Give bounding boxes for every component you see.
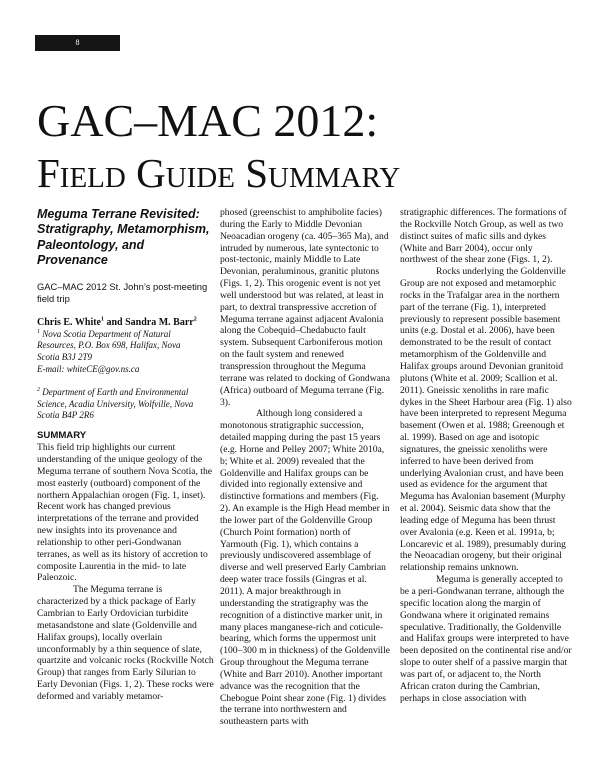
affiliation-2-line2: Science, Acadia University, Wolfville, Nova [37, 398, 194, 409]
summary-heading: SUMMARY [37, 430, 87, 442]
summary-paragraph-2: The Meguma terrane is characterized by a thick package of Early Cambrian to Early Ordovician turbidite metasandstone and slate (Goldenville and Halifax groups), locally overlain unconformably by a thin sequence of slate, quartzite and volcanic rocks (Rockville Notch Group) that ranges from Early Silurian to Early Devonian (Figs. 1, 2). These rocks were deformed and variably metamor- [37, 584, 214, 702]
page-title-line1: GAC–MAC 2012: [37, 95, 379, 146]
page-title-line2: Field Guide Summary [37, 150, 401, 196]
column-2-paragraph-2: Although long considered a monotonous stratigraphic succession, detailed mapping during the past 15 years (e.g. Horne and Pelley 2007; White 2010a, b; White et al. 2009) revealed that the Goldenville and Halifax groups can be divided into regionally extensive and distinctive formations and members (Fig. 2). An example is the High Head member in the lower part of the Goldenville Group (Church Point formation) north of Yarmouth (Fig. 1), which contains a previously undiscovered assemblage of diverse and well preserved Early Cambrian deep water trace fossils (Gingras et al. 2011). A major breakthrough in understanding the stratigraphy was the recognition of a distinctive marker unit, in many places manganese-rich and coticule-bearing, which forms the uppermost unit (100–300 m in thickness) of the Goldenville Group throughout the Meguma terrane (White and Barr 2010). Another important advance was the recognition that the Chebogue Point shear zone (Fig. 1) divides the terrane into northwestern and southeastern parts with [220, 408, 390, 728]
summary-paragraph-1: This field trip highlights our current understanding of the unique geology of the Meguma terrane of southern Nova Scotia, the most easterly (outboard) component of the northern Appalachian orogen (Fig. 1, inset). Recent work has changed previous interpretations of the terrane and provided new insights into its provenance and relationship to other peri-Gondwanan terranes, as well as its history of accretion to composite Laurentia in the mid- to late Paleozoic. [37, 442, 213, 584]
author-2-sup: 2 [193, 316, 197, 323]
author-connector: and Sandra M. Barr [104, 316, 194, 328]
column-3-paragraph-1: stratigraphic differences. The formations of the Rockville Notch Group, as well as two distinct suites of mafic sills and dykes (White and Barr 2004), occur only northwest of the shear zone (Figs. 1, 2). [400, 207, 567, 266]
affiliation-1-line2: Resources, P.O. Box 698, Halifax, Nova [37, 340, 181, 351]
affiliation-2-line1: Department of Earth and Environmental [40, 386, 189, 397]
page-number: 8 [75, 38, 80, 47]
affiliation-1-line1: Nova Scotia Department of Natural [40, 328, 171, 339]
column-3-paragraph-3: Meguma is generally accepted to be a peri-Gondwanan terrane, although the specific location along the margin of Gondwana where it originated remains speculative. Traditionally, the Goldenville and Halifax groups were interpreted to have been deposited on the continental rise and/or slope to outer shelf of a passive margin that was part of, or adjacent to, the North African craton during the Cambrian, perhaps in close association with [400, 574, 572, 704]
affiliation-1 [37, 329, 215, 376]
column-1 [37, 207, 215, 703]
affiliation-1-sup: 1 [37, 328, 40, 335]
article-subtitle: GAC–MAC 2012 St. John’s post-meeting field trip [37, 280, 208, 304]
authors [37, 317, 215, 329]
column-3 [400, 207, 572, 704]
author-1-sup: 1 [101, 316, 104, 323]
column-2-paragraph-1: phosed (greenschist to amphibolite facies) during the Early to Middle Devonian Neoacadian orogeny (ca. 405–365 Ma), and intruded by numerous, late syntectonic to post-tectonic, mainly Middle to Late Devonian, peraluminous, granitic plutons (Figs. 1, 2). This orogenic event is not yet well understood but was related, at least in part, to dextral transpressive accretion of Meguma terrane against adjacent Avalonia along the Cobequid–Chedabucto fault system. Subsequent Carboniferous motion on the fault system and renewed transpression throughout the Meguma terrane was related to docking of Gondwana (Africa) outboard of Meguma terrane (Fig. 3). [220, 207, 390, 408]
column-3-paragraph-2: Rocks underlying the Goldenville Group are not exposed and metamorphic rocks in the Trafalgar area in the northern part of the terrane (Fig. 1), interpreted previously to represent possible basement units (e.g. Dostal et al. 2006), have been demonstrated to be the result of contact metamorphism of the Goldenville and Halifax groups around Devonian granitoid plutons (White et al. 2009; Scallion et al. 2011). Gneissic xenoliths in rare mafic dykes in the Sheet Harbour area (Fig. 1) also have been interpreted to represent Meguma basement (Owen et al. 1988; Greenough et al. 1999). Based on age and isotopic signatures, the gneissic xenoliths were inferred to have been derived from underlying Avalonian crust, and have been used as evidence for the argument that Meguma has Avalonian basement (Murphy et al. 2004). Seismic data show that the leading edge of Meguma has been thrust over Avalonia (e.g. Keen et al. 1991a, b; Loncarevic et al. 1989), presumably during the Neoacadian orogeny, but their original relationship remains unknown. [400, 266, 572, 574]
page-number-box [35, 35, 120, 51]
affiliation-2 [37, 387, 215, 422]
author-1: Chris E. White [37, 316, 101, 328]
affiliation-1-line3: Scotia B3J 2T9 [37, 352, 92, 363]
affiliation-2-line3: Scotia B4P 2R6 [37, 410, 94, 421]
column-2 [220, 207, 390, 728]
affiliation-2-sup: 2 [37, 386, 40, 393]
affiliation-1-email: E-mail: whiteCE@gov.ns.ca [37, 364, 140, 375]
article-title: Meguma Terrane Revisited: Stratigraphy, Metamorphism, Paleontology, and Provenance [37, 207, 210, 268]
